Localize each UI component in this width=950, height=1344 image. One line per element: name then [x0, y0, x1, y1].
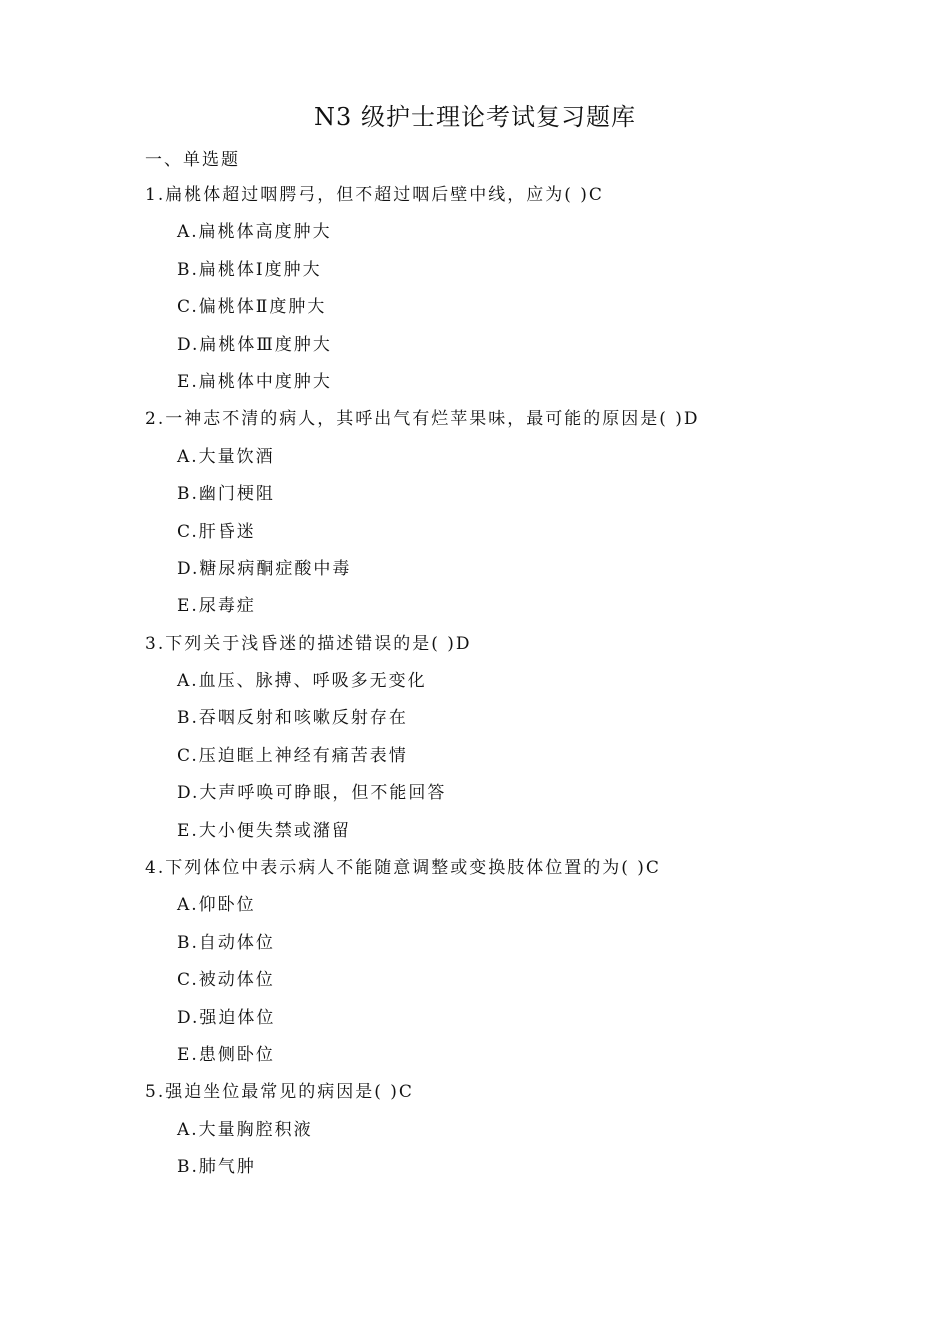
option-c: C.肝昏迷: [177, 521, 256, 542]
option-a: A.大量饮酒: [177, 446, 275, 467]
question-stem: 4.下列体位中表示病人不能随意调整或变换肢体位置的为( )C: [145, 858, 661, 879]
question-stem: 2.一神志不清的病人，其呼出气有烂苹果味，最可能的原因是( )D: [145, 409, 700, 430]
question-4: [145, 850, 905, 1074]
option-c: C.被动体位: [177, 970, 275, 991]
option-d: D.大声呼唤可睁眼，但不能回答: [177, 783, 447, 804]
option-b: B.吞咽反射和咳嗽反射存在: [177, 708, 408, 729]
option-d: D.糖尿病酮症酸中毒: [177, 558, 352, 579]
option-e: E.大小便失禁或潴留: [177, 820, 351, 841]
option-d: D.强迫体位: [177, 1007, 276, 1028]
question-stem: 3.下列关于浅昏迷的描述错误的是( )D: [145, 633, 472, 654]
option-d: D.扁桃体Ⅲ度肿大: [177, 334, 332, 355]
section-heading: 一、单选题: [145, 150, 240, 170]
option-e: E.尿毒症: [177, 596, 256, 617]
option-a: A.大量胸腔积液: [177, 1119, 313, 1140]
question-1: [145, 177, 905, 401]
question-stem: 5.强迫坐位最常见的病因是( )C: [145, 1082, 414, 1103]
option-a: A.血压、脉搏、呼吸多无变化: [177, 671, 427, 692]
question-2: [145, 401, 905, 625]
question-list: [145, 177, 905, 1187]
option-b: B.幽门梗阻: [177, 484, 275, 505]
option-b: B.自动体位: [177, 932, 275, 953]
option-e: E.扁桃体中度肿大: [177, 371, 332, 392]
question-3: [145, 626, 905, 850]
option-b: B.肺气肿: [177, 1157, 256, 1178]
option-c: C.偏桃体Ⅱ度肿大: [177, 297, 327, 318]
option-a: A.扁桃体高度肿大: [177, 222, 332, 243]
option-a: A.仰卧位: [177, 895, 256, 916]
option-e: E.患侧卧位: [177, 1044, 275, 1065]
document-title: N3 级护士理论考试复习题库: [314, 103, 636, 131]
option-b: B.扁桃体Ⅰ度肿大: [177, 259, 322, 280]
question-5: [145, 1074, 905, 1186]
question-stem: 1.扁桃体超过咽腭弓，但不超过咽后壁中线，应为( )C: [145, 185, 604, 205]
option-c: C.压迫眶上神经有痛苦表情: [177, 745, 408, 766]
